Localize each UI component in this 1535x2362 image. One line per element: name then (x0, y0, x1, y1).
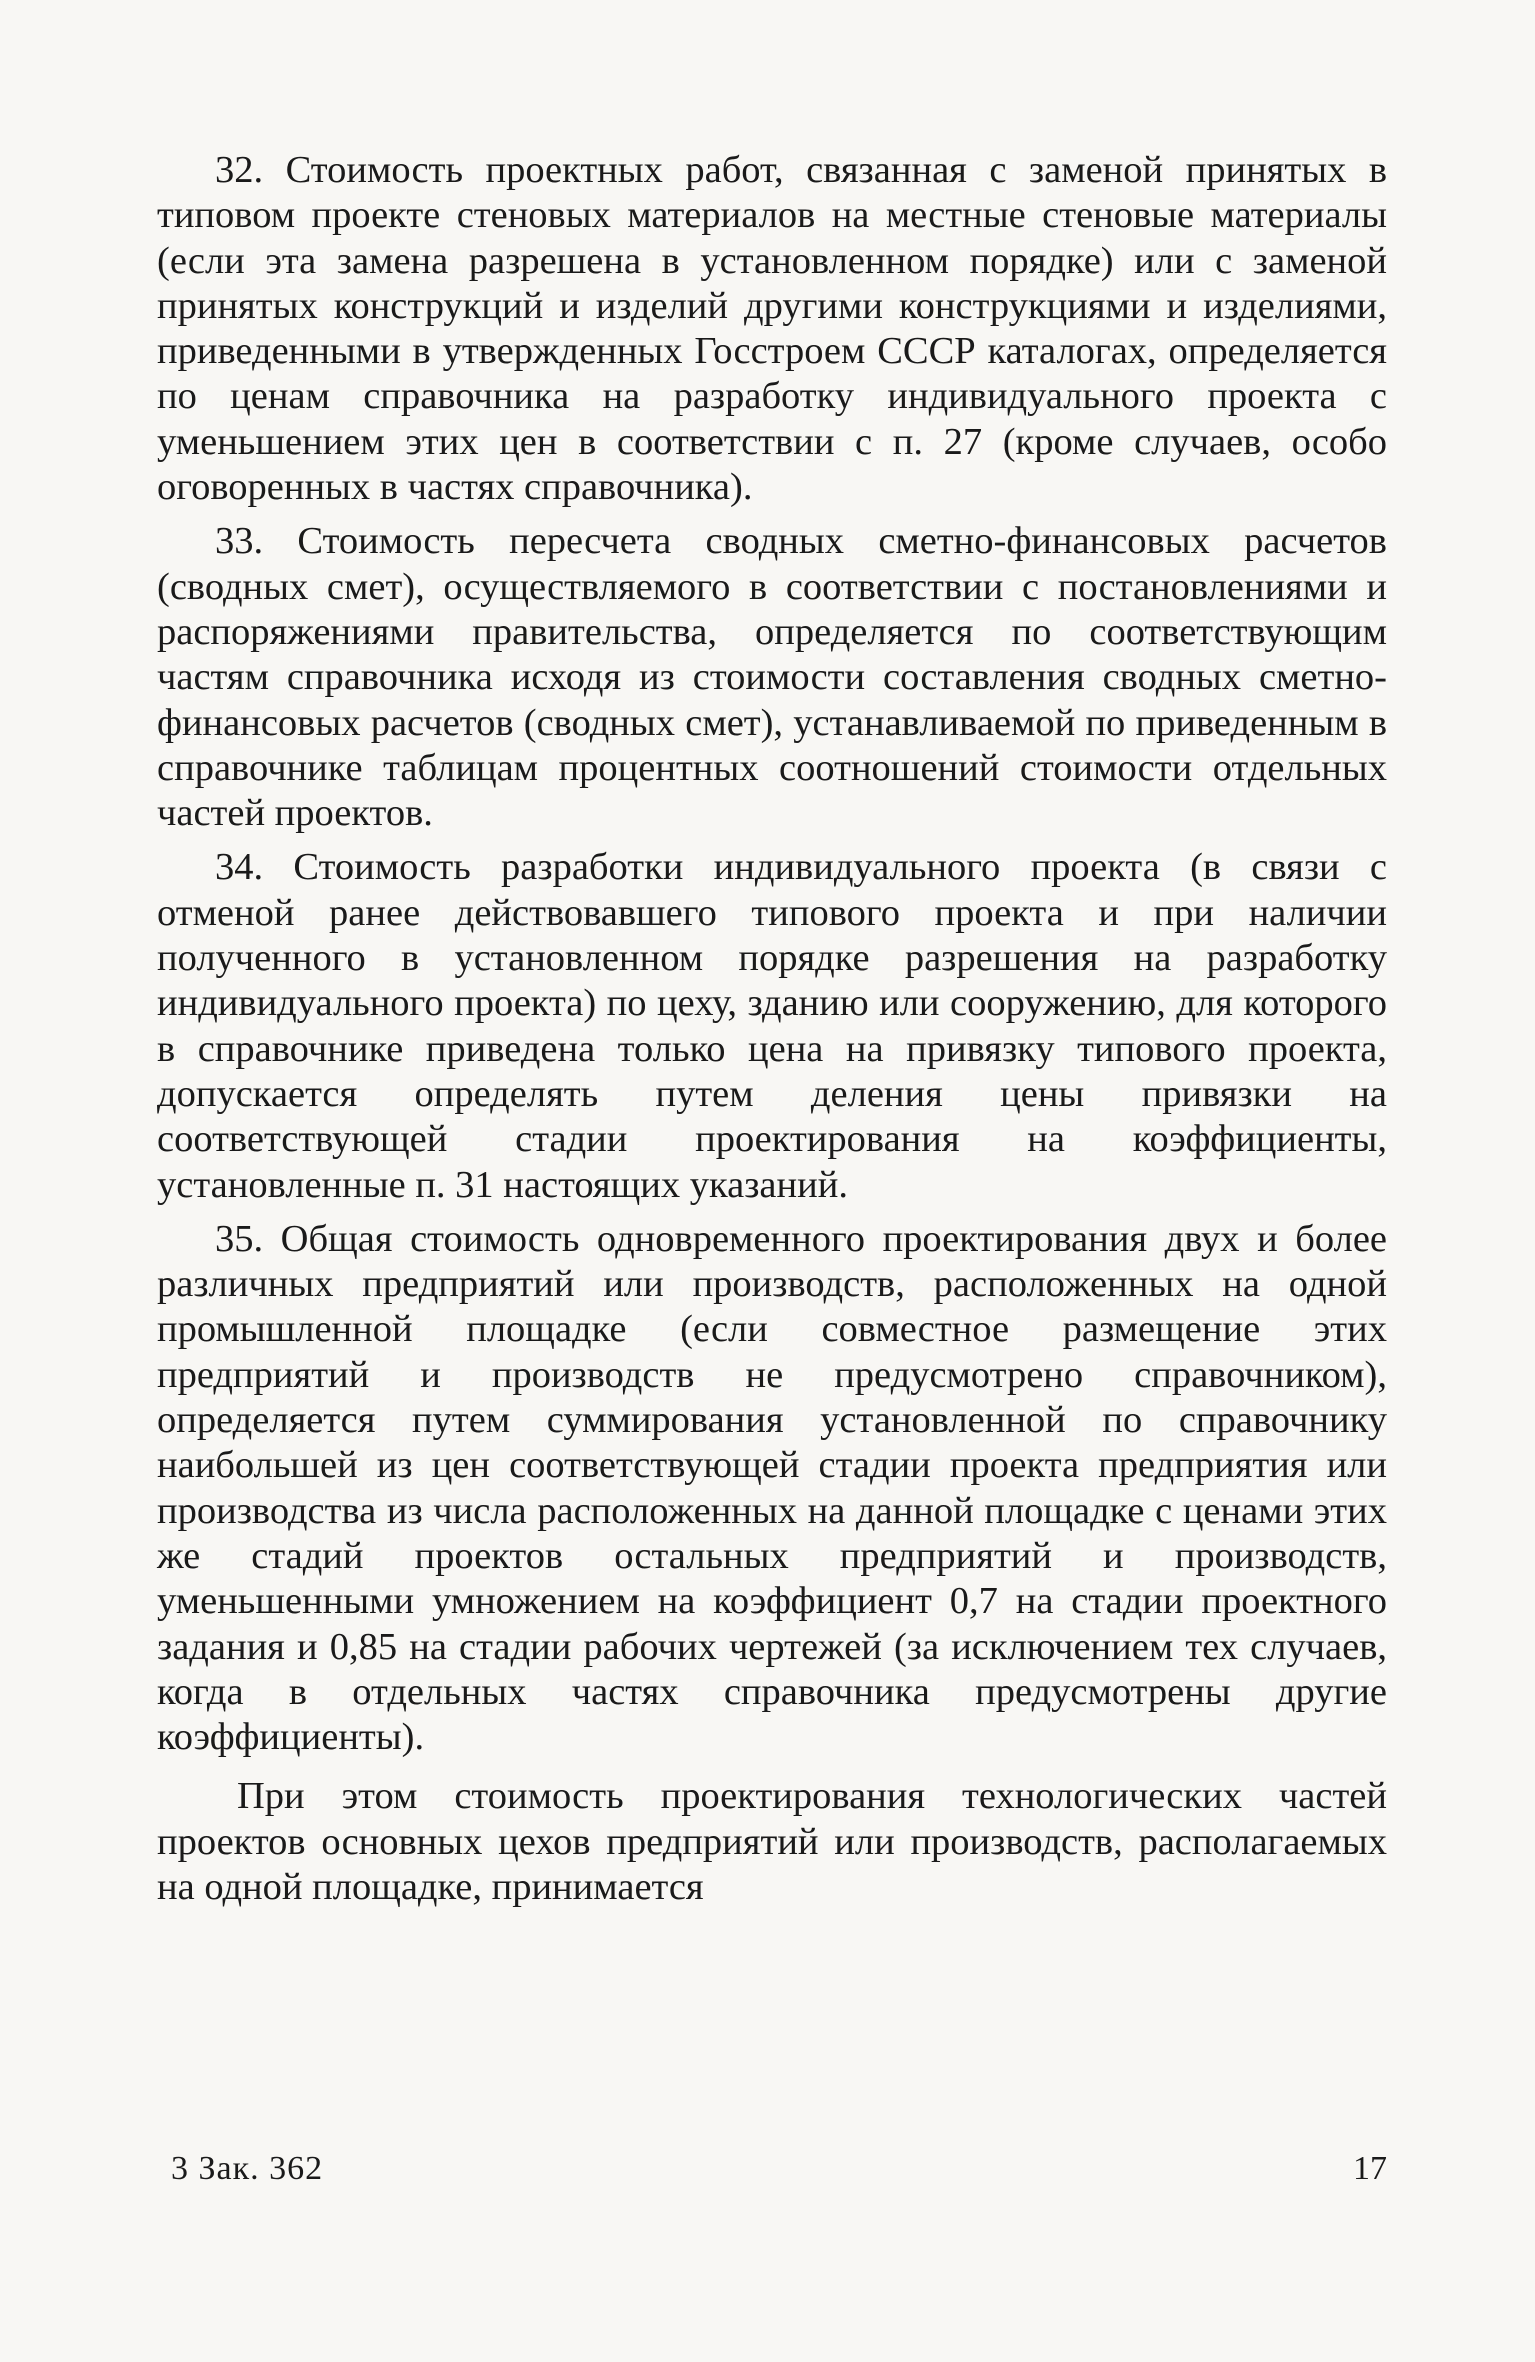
paragraph-continuation: При этом стоимость проектирования технологических частей проектов основных цехов предприятий или производств, располагаемых на одной площадке, принимается (157, 1775, 1387, 1908)
printer-signature: 3 Зак. 362 (171, 2150, 324, 2187)
paragraph-32: 32. Стоимость проектных работ, связанная с заменой принятых в типовом проекте стеновых материалов на местные стеновые материалы (если эта замена разрешена в установленном порядке) или с заменой принятых конструкций и изделий другими конструкциями и изделиями, приведенными в утвержденных Госстроем СССР каталогах, определяется по ценам справочника на разработку индивидуального проекта с уменьшением этих цен в соответствии с п. 27 (кроме случаев, особо оговоренных в частях справочника). (157, 149, 1387, 509)
paragraph-34: 34. Стоимость разработки индивидуального проекта (в связи с отменой ранее действовавшего типового проекта и при наличии полученного в установленном порядке разрешения на разработку индивидуального проекта) по цеху, зданию или сооружению, для которого в справочнике приведена только цена на привязку типового проекта, допускается определять путем деления цены привязки на соответствующей стадии проектирования на коэффициенты, установленные п. 31 настоящих указаний. (157, 846, 1387, 1206)
page-footer (157, 2150, 1387, 2194)
page-number: 17 (1353, 2150, 1387, 2187)
paragraph-35: 35. Общая стоимость одновременного проектирования двух и более различных предприятий или производств, расположенных на одной промышленной площадке (если совместное размещение этих предприятий и производств не предусмотрено справочником), определяется путем суммирования установленной по справочнику наибольшей из цен соответствующей стадии проекта предприятия или производства из числа расположенных на данной площадке с ценами этих же стадий проектов остальных предприятий и производств, уменьшенными умножением на коэффициент 0,7 на стадии проектного задания и 0,85 на стадии рабочих чертежей (за исключением тех случаев, когда в отдельных частях справочника предусмотрены другие коэффициенты). (157, 1217, 1387, 1759)
paragraph-33: 33. Стоимость пересчета сводных сметно-финансовых расчетов (сводных смет), осуществляемого в соответствии с постановлениями и распоряжениями правительства, определяется по соответствующим частям справочника исходя из стоимости составления сводных сметно-финансовых расчетов (сводных смет), устанавливаемой по приведенным в справочнике таблицам процентных соотношений стоимости отдельных частей проектов. (157, 520, 1387, 835)
body-text (157, 148, 1387, 1919)
